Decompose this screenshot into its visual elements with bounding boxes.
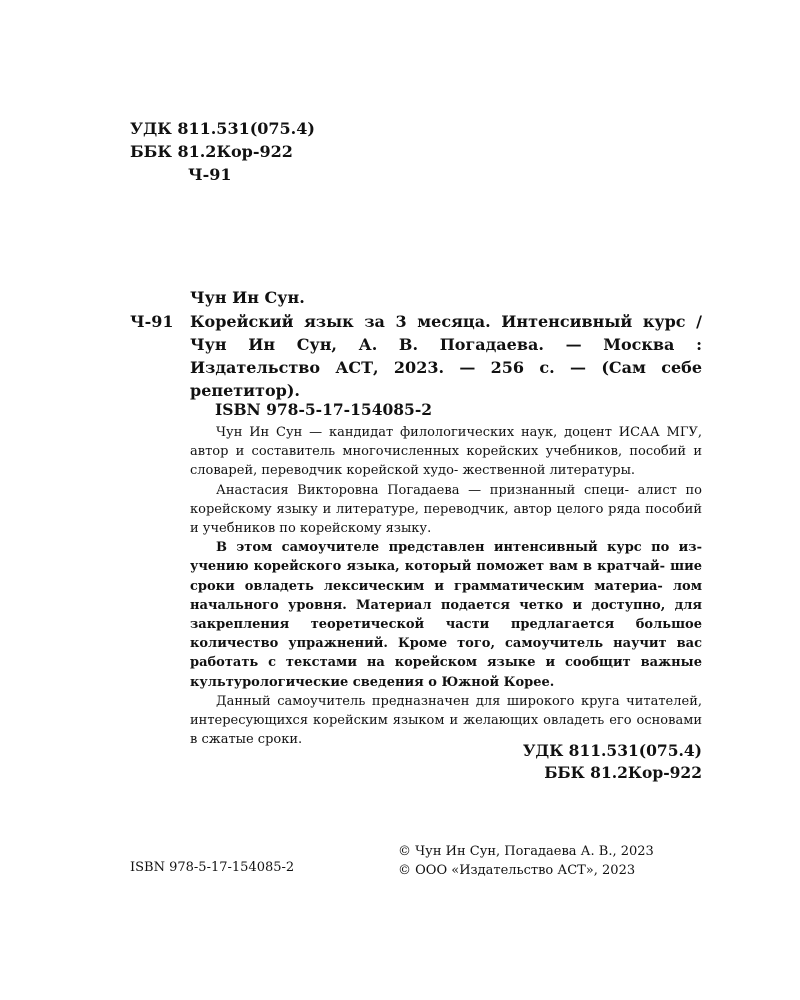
copyright-block [398, 842, 654, 880]
annotation-line: В этом самоучителе представлен интенсивный курс по из- [216, 540, 702, 556]
author-mark-top: Ч-91 [188, 165, 232, 184]
annotation-line: работать с текстами на корейском языке и сообщит важные [190, 655, 702, 671]
isbn-main: ISBN 978-5-17-154085-2 [215, 400, 433, 419]
annotation-line: жественной литературы. [462, 463, 636, 479]
udk-code-footer: УДК 811.531(075.4) [522, 741, 702, 760]
annotation-paragraph-summary [190, 538, 702, 692]
isbn-footer: ISBN 978-5-17-154085-2 [130, 860, 295, 875]
annotation-line: учебников, пособий и словарей, переводчик корейской худо- [190, 444, 702, 479]
annotation-line: шие сроки овладеть лексическим и грамматическим материа- [190, 559, 702, 594]
udk-code: УДК 811.531(075.4) [130, 119, 315, 138]
annotation-line: Чун Ин Сун — кандидат филологических наук, доцент [216, 425, 619, 440]
annotation-paragraph-author2 [190, 481, 702, 539]
copyright-publisher: © ООО «Издательство АСТ», 2023 [398, 863, 636, 878]
bbk-code-footer: ББК 81.2Кор-922 [544, 763, 702, 782]
annotation-paragraph-author1 [190, 423, 702, 481]
annotation [190, 423, 702, 749]
copyright-authors: © Чун Ин Сун, Погадаева А. В., 2023 [398, 844, 654, 859]
annotation-line: целого ряда пособий и учебников по корейскому языку. [190, 501, 702, 537]
classification-block [130, 117, 315, 186]
bbk-code: ББК 81.2Кор-922 [130, 142, 293, 161]
annotation-line: для закрепления теоретической части предлагается большое [190, 597, 702, 633]
annotation-line: количество упражнений. Кроме того, самоучитель научит вас [190, 636, 702, 652]
annotation-line: культурологические сведения о Южной Корее. [190, 674, 555, 690]
annotation-line: овладеть его основами в сжатые сроки. [190, 713, 702, 748]
annotation-line: Анастасия Викторовна Погадаева — признанный специ- [216, 482, 629, 498]
annotation-line: лом начального уровня. Материал подается четко и доступно, [190, 578, 702, 613]
annotation-line: Данный самоучитель предназначен для широкого круга [216, 693, 627, 709]
annotation-line: алист по корейскому языку и литературе, переводчик, автор [190, 482, 702, 517]
annotation-line: учению корейского языка, который поможет вам в кратчай- [190, 559, 666, 575]
classification-footer [523, 740, 702, 784]
annotation-line: ИСАА МГУ, автор и составитель многочисленных корейских [190, 425, 702, 460]
bibliographic-citation: Корейский язык за 3 месяца. Интенсивный курс / Чун Ин Сун, А. В. Погадаева. — Москва : Издательство АСТ, 2023. — 256 с. — (Сам себе репетитор). [190, 312, 702, 400]
annotation-line: читателей, интересующихся корейским языком и желающих [190, 693, 702, 729]
author-heading: Чун Ин Сун. [190, 288, 305, 307]
author-mark-side: Ч-91 [130, 312, 174, 331]
